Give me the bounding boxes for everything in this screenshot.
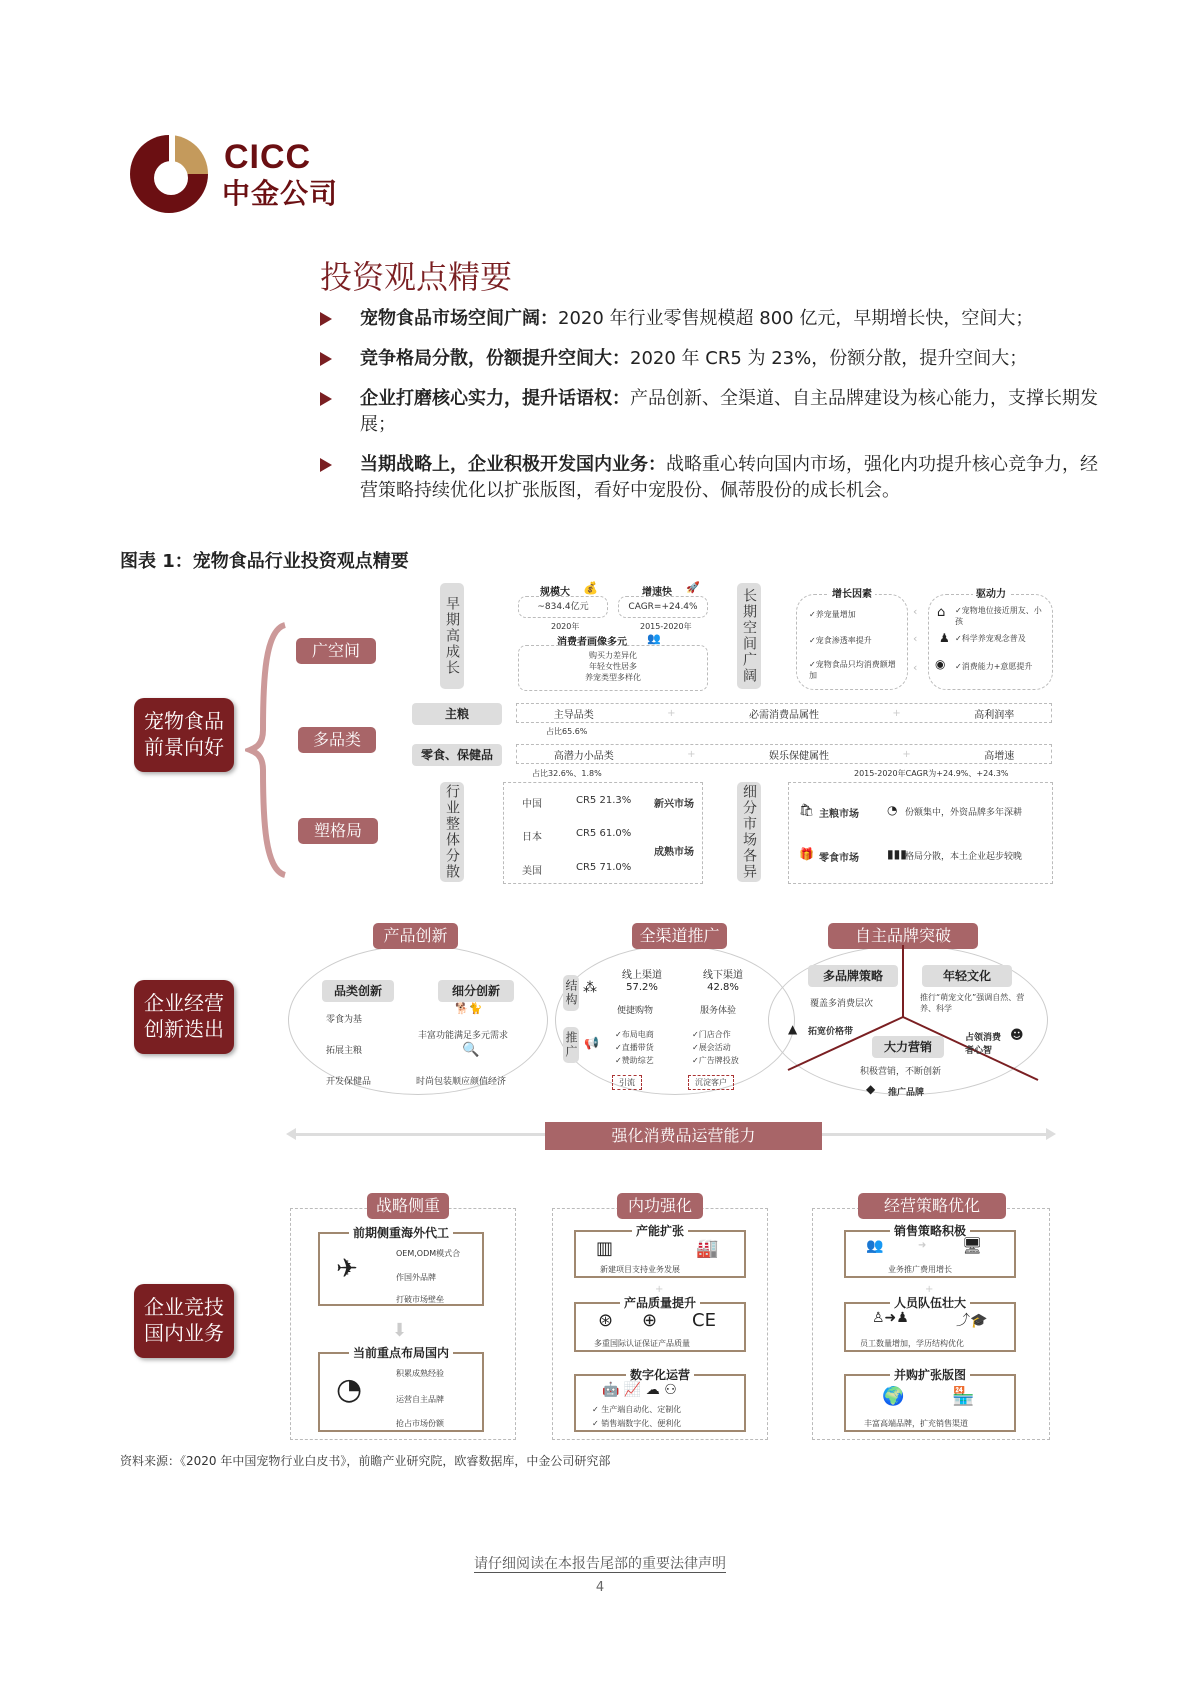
staff-box: 人员队伍壮大 ♙➜♟ ⤴🎓 员工数量增加，学历结构优化: [844, 1302, 1016, 1352]
marketing-desc: 积极营销，不断创新: [860, 1067, 942, 1077]
pyramid-icon: ▲: [788, 1022, 798, 1036]
multi-brand-strategy: 多品牌策略: [808, 965, 898, 987]
logo-text-en: CICC: [224, 138, 312, 176]
subdivision-innovation: 细分创新: [438, 980, 514, 1002]
megaphone-icon: 📢: [584, 1036, 599, 1050]
label-structure: 结构: [563, 975, 579, 1011]
bullet-item: 企业打磨核心实力，提升话语权：产品创新、全渠道、自主品牌建设为核心能力，支撑长期发展；: [320, 386, 1100, 438]
brace-icon: [245, 620, 295, 880]
main-box-domestic: 企业竞技国内业务: [134, 1284, 234, 1358]
pets-icon: 🐕🐈: [455, 1002, 483, 1015]
speed-note: 2015-2020年: [640, 622, 692, 631]
chevron-left-icon: ‹: [913, 632, 918, 645]
label-snack: 零食、保健品: [412, 744, 502, 766]
arrow-right-icon: ➜: [918, 1240, 927, 1251]
sales-box: 销售策略积极 👥 ➜ 🖥 业务推广费用增长: [844, 1230, 1016, 1278]
channel-title: 全渠道推广: [632, 923, 727, 949]
speed-title: 增速快: [642, 587, 672, 598]
logo-text-cn: 中金公司: [222, 177, 339, 210]
arrow-right-icon: [1046, 1128, 1056, 1140]
traffic-result: 引流: [612, 1075, 642, 1090]
cat-item: 拓展主粮: [326, 1046, 363, 1056]
youth-culture: 年轻文化: [922, 965, 1012, 987]
section-title: 投资观点精要: [320, 258, 513, 296]
youth-culture-desc: 推行“萌宠文化”强调自然、营养、科学: [920, 993, 1025, 1013]
consumer-ops-bar: 强化消费品运营能力: [545, 1122, 822, 1150]
triangle-bullet-icon: [320, 392, 332, 406]
main-box-prospects: 宠物食品前景向好: [134, 698, 234, 772]
store-icon: 🏪: [952, 1386, 975, 1407]
branch-wide-space: 广空间: [296, 638, 376, 664]
ma-box: 并购扩张版图 🌍 🏪 丰富高端品牌，扩充销售渠道: [844, 1374, 1016, 1432]
online-channel: 线上渠道 57.2%: [622, 970, 662, 993]
speed-value: CAGR=+24.4%: [618, 596, 708, 618]
capacity-box: 产能扩张 ▥ 🏭 新建项目支持业务发展: [574, 1230, 746, 1278]
plus-icon: +: [925, 1284, 934, 1295]
bullet-item: 竞争格局分散，份额提升空间大：2020 年 CR5 为 23%，份额分散，提升空间大；: [320, 346, 1100, 372]
category-innovation: 品类创新: [322, 980, 394, 1002]
legal-disclaimer-link[interactable]: 请仔细阅读在本报告尾部的重要法律声明: [474, 1556, 726, 1572]
main-box-innovation: 企业经营创新迭出: [134, 980, 234, 1054]
scale-title: 规模大: [540, 587, 570, 598]
bullet-list: [320, 306, 1100, 518]
source-note: 资料来源：《2020 年中国宠物行业白皮书》，前瞻产业研究院，欧睿数据库，中金公司研究部: [120, 1454, 611, 1468]
label-industry-dispersed: 行业整体分散: [440, 782, 464, 882]
package-search-icon: 🔍: [462, 1042, 480, 1058]
product-innovation-title: 产品创新: [373, 923, 458, 949]
staple-note: 占比65.6%: [546, 727, 588, 736]
offline-desc: 服务体验: [700, 1006, 737, 1016]
bullet-item: 宠物食品市场空间广阔：2020 年行业零售规模超 800 亿元，早期增长快，空间大；: [320, 306, 1100, 332]
arrow-down-icon: ⬇: [392, 1320, 408, 1341]
branch-multi-category: 多品类: [298, 727, 376, 753]
triangle-bullet-icon: [320, 458, 332, 472]
multi-brand-sub: 拓宽价格带: [808, 1027, 854, 1037]
building-icon: ▥: [596, 1238, 614, 1259]
overseas-oem-box: 前期侧重海外代工 ✈ OEM,ODM模式合 作国外品牌 打破市场壁垒: [318, 1232, 484, 1306]
marketing-sub: 推广品牌: [888, 1088, 925, 1098]
plus-icon: +: [687, 748, 696, 760]
segment-box: 🛍 主粮市场 ◔ 份额集中，外资品牌多年深耕 🎁 零食市场 ▮▮▮ 格局分散，本土企业起步较晚: [788, 782, 1053, 884]
rocket-icon: 🚀: [686, 581, 700, 594]
wallet-icon: ◉: [935, 657, 946, 671]
online-promo: ✓布局电商 ✓直播带货 ✓赞助综艺: [615, 1030, 654, 1065]
diamond-icon: ◆: [866, 1082, 876, 1096]
people-icon: 👥: [647, 632, 661, 645]
snack-row: 高潜力小品类 + 娱乐保健属性 + 高增速: [516, 744, 1052, 764]
crowd-icon: 👥: [866, 1238, 884, 1254]
label-promotion: 推广: [563, 1027, 579, 1063]
label-segment-differ: 细分市场各异: [737, 782, 761, 882]
figure-title: 图表 1：宠物食品行业投资观点精要: [120, 551, 409, 572]
offline-channel: 线下渠道 42.8%: [703, 970, 743, 993]
digital-box: 数字化运营 🤖 📈 ☁ ⚇ ✓ 生产端自动化、定制化 ✓ 销售端数字化、便利化: [574, 1374, 746, 1432]
multi-brand-desc: 覆盖多消费层次: [810, 999, 874, 1009]
staple-row: 主导品类 + 必需消费品属性 + 高利润率: [516, 703, 1052, 723]
pie-chart-icon: ◔: [336, 1372, 363, 1407]
youth-culture-sub: 占领消费者心智: [965, 1033, 1002, 1056]
mind-icon: ☻: [1010, 1028, 1024, 1043]
money-bag-icon: 💰: [583, 581, 598, 595]
consumer-box: 购买力差异化 年轻女性居多 养宠类型多样化: [518, 645, 708, 691]
snack-note-left: 占比32.6%、1.8%: [532, 769, 602, 778]
industry-box: 中国 CR5 21.3% 新兴市场 日本 CR5 61.0% 成熟市场 美国 CR5 71.0%: [503, 782, 703, 884]
cat-item: 开发保健品: [326, 1077, 372, 1087]
snack-note-right: 2015-2020年CAGR为+24.9%、+24.3%: [854, 769, 1009, 778]
chevron-left-icon: ‹: [913, 661, 918, 674]
scale-note: 2020年: [551, 622, 580, 631]
strategy-title: 战略侧重: [367, 1193, 449, 1219]
person-icon: ♟: [939, 631, 950, 645]
marketing: 大力营销: [872, 1036, 944, 1058]
page-number: 4: [595, 1580, 605, 1595]
consumer-title: 消费者画像多元: [557, 637, 627, 648]
internal-title: 内功强化: [617, 1193, 703, 1219]
ops-title: 经营策略优化: [858, 1193, 1006, 1219]
stairs-graduation-icon: ⤴🎓: [956, 1313, 988, 1329]
label-staple: 主粮: [412, 703, 502, 725]
online-desc: 便捷购物: [617, 1006, 654, 1016]
arrow-left-icon: [286, 1128, 296, 1140]
pie-chart-icon: ◔: [887, 803, 898, 817]
branch-shape-landscape: 塑格局: [298, 818, 378, 844]
monitor-icon: 🖥: [962, 1236, 983, 1255]
food-bag-icon: 🛍: [799, 803, 815, 817]
plus-icon: +: [892, 707, 901, 719]
label-long-space: 长期空间广阔: [737, 583, 761, 689]
cluster-icon: ⁂: [583, 980, 597, 996]
triangle-bullet-icon: [320, 312, 332, 326]
domestic-focus-box: 当前重点布局国内 ◔ 积累成熟经验 运营自主品牌 抢占市场份额: [318, 1352, 484, 1432]
cat-item: 零食为基: [326, 1015, 363, 1025]
factors-box: 增长因素 ✓养宠量增加 ✓宠食渗透率提升 ✓宠物食品只均消费额增加: [796, 594, 908, 690]
plus-icon: +: [655, 1284, 664, 1295]
drivers-box: 驱动力 ⌂ ✓宠物地位接近朋友、小孩 ♟ ✓科学养宠观念普及 ◉ ✓消费能力+意愿提升: [928, 594, 1053, 690]
bullet-item: 当期战略上，企业积极开发国内业务：战略重心转向国内市场，强化内功提升核心竞争力，经营策略持续优化以扩张版图，看好中宠股份、佩蒂股份的成长机会。: [320, 452, 1100, 504]
people-growth-icon: ♙➜♟: [872, 1310, 909, 1326]
globe-plane-icon: ✈: [336, 1254, 358, 1284]
snack-pack-icon: 🎁: [799, 847, 814, 861]
quality-box: 产品质量提升 ⊛ ⊕ CE 多重国际认证保证产品质量: [574, 1302, 746, 1352]
label-early-growth: 早期高成长: [440, 583, 464, 689]
digital-icons: 🤖 📈 ☁ ⚇: [602, 1382, 677, 1398]
sub-item: 丰富功能满足多元需求: [418, 1031, 509, 1041]
retain-result: 沉淀客户: [688, 1075, 734, 1090]
offline-promo: ✓门店合作 ✓展会活动 ✓广告牌投放: [692, 1030, 739, 1065]
chevron-left-icon: ‹: [913, 605, 918, 618]
plus-icon: +: [667, 707, 676, 719]
sub-item: 时尚包装顺应颜值经济: [416, 1077, 507, 1087]
bar-chart-icon: ▮▮▮: [887, 847, 907, 861]
badge-icon: ⊕: [642, 1310, 658, 1331]
globe-icon: 🌍: [882, 1386, 905, 1407]
scale-value: ~834.4亿元: [518, 596, 608, 618]
plus-icon: +: [902, 748, 911, 760]
brand-title: 自主品牌突破: [828, 923, 978, 949]
triangle-bullet-icon: [320, 352, 332, 366]
cicc-logo-icon: [130, 135, 208, 213]
certified-seal-icon: ⊛: [598, 1310, 614, 1331]
ellipse-channel: [555, 945, 798, 1095]
factory-icon: 🏭: [696, 1238, 719, 1259]
ce-mark: CE: [692, 1310, 716, 1331]
house-icon: ⌂: [937, 605, 946, 620]
